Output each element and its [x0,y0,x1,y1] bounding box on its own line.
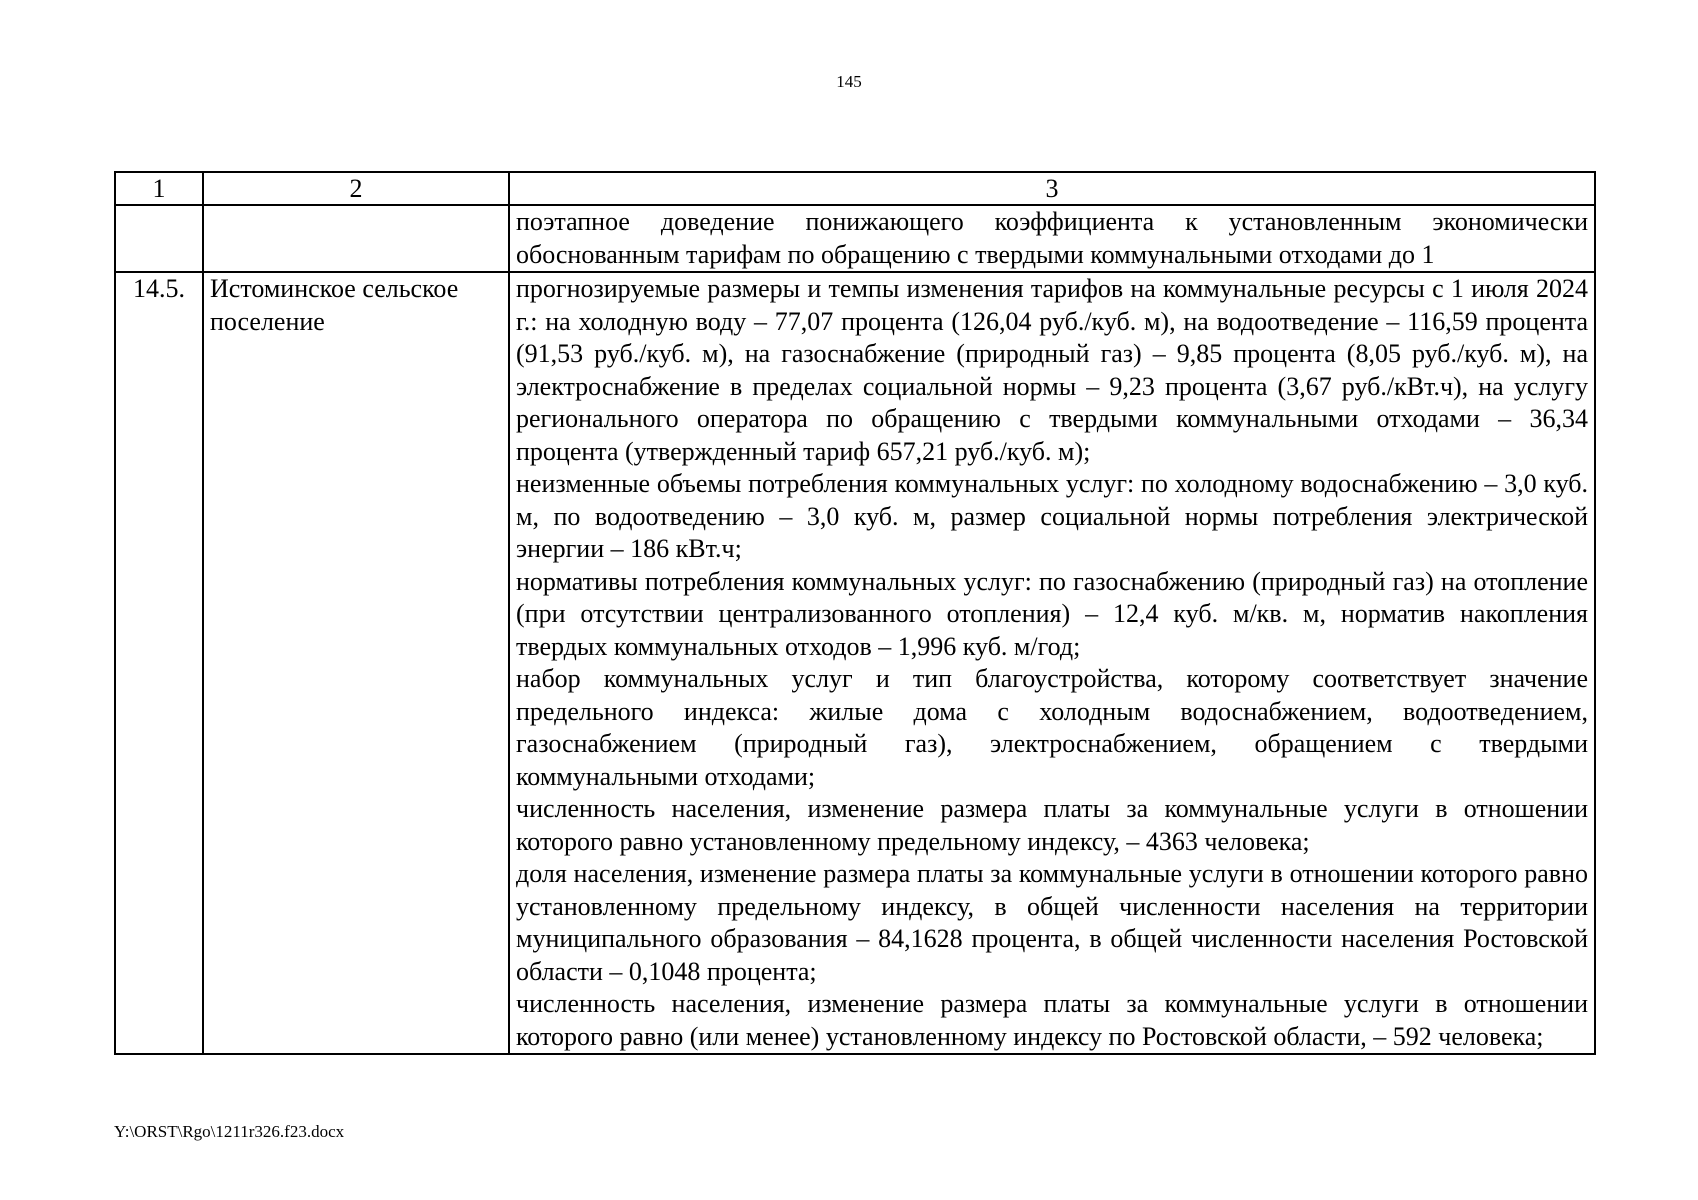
description-cell [509,205,1595,272]
table-header-row [115,172,1595,205]
settlement-name-cell [203,205,509,272]
description-paragraph: неизменные объемы потребления коммунальных услуг: по холодному водоснабжению – 3,0 куб. м, по водоотведению – 3,0 куб. м, размер социальной нормы потребления электрической энергии – 186 кВт.ч; [516,469,1588,563]
page-number: 145 [836,72,862,91]
column-header-2: 2 [203,172,509,205]
description-paragraph: набор коммунальных услуг и тип благоустройства, которому соответствует значение предельного индекса: жилые дома с холодным водоснабжением, водоотведением, газоснабжением (природный газ), электроснабжением, обращением с твердыми коммунальными отходами; [516,664,1588,791]
table-row-14-5 [115,272,1595,1054]
file-path-footer: Y:\ORST\Rgo\1211r326.f23.docx [114,1122,345,1141]
description-paragraph: нормативы потребления коммунальных услуг: по газоснабжению (природный газ) на отопление (при отсутствии централизованного отопления) – 12,4 куб. м/кв. м, норматив накопления твердых коммунальных отходов – 1,996 куб. м/год; [516,566,1588,661]
row-number-cell: 14.5. [115,272,203,1054]
column-header-3: 3 [509,172,1595,205]
description-cell [509,272,1595,1054]
description-paragraph: доля населения, изменение размера платы за коммунальные услуги в отношении которого равно установленному предельному индексу, в общей численности населения на территории муниципального образования – 84,1628 процента, в общей численности населения Ростовской области – 0,1048 процента; [516,859,1588,986]
tariff-table [114,171,1596,1055]
column-header-1: 1 [115,172,203,205]
description-paragraph: поэтапное доведение понижающего коэффициента к установленным экономически обоснованным тарифам по обращению с твердыми коммунальными отходами до 1 [516,207,1588,269]
settlement-name-cell: Истоминское сельское поселение [203,272,509,1054]
description-paragraph: численность населения, изменение размера платы за коммунальные услуги в отношении которого равно установленному предельному индексу, – 4363 человека; [516,794,1588,856]
description-paragraph: численность населения, изменение размера платы за коммунальные услуги в отношении которого равно (или менее) установленному индексу по Ростовской области, – 592 человека; [516,989,1588,1051]
description-paragraph: прогнозируемые размеры и темпы изменения тарифов на коммунальные ресурсы с 1 июля 2024 г.: на холодную воду – 77,07 процента (126,04 руб./куб. м), на водоотведение – 116,59 процента (91,53 руб./куб. м), на газоснабжение (природный газ) – 9,85 процента (8,05 руб./куб. м), на электроснабжение в пределах социальной нормы – 9,23 процента (3,67 руб./кВт.ч), на услугу регионального оператора по обращению с твердыми коммунальными отходами – 36,34 процента (утвержденный тариф 657,21 руб./куб. м); [516,274,1588,466]
table-row-continuation [115,205,1595,272]
row-number-cell [115,205,203,272]
